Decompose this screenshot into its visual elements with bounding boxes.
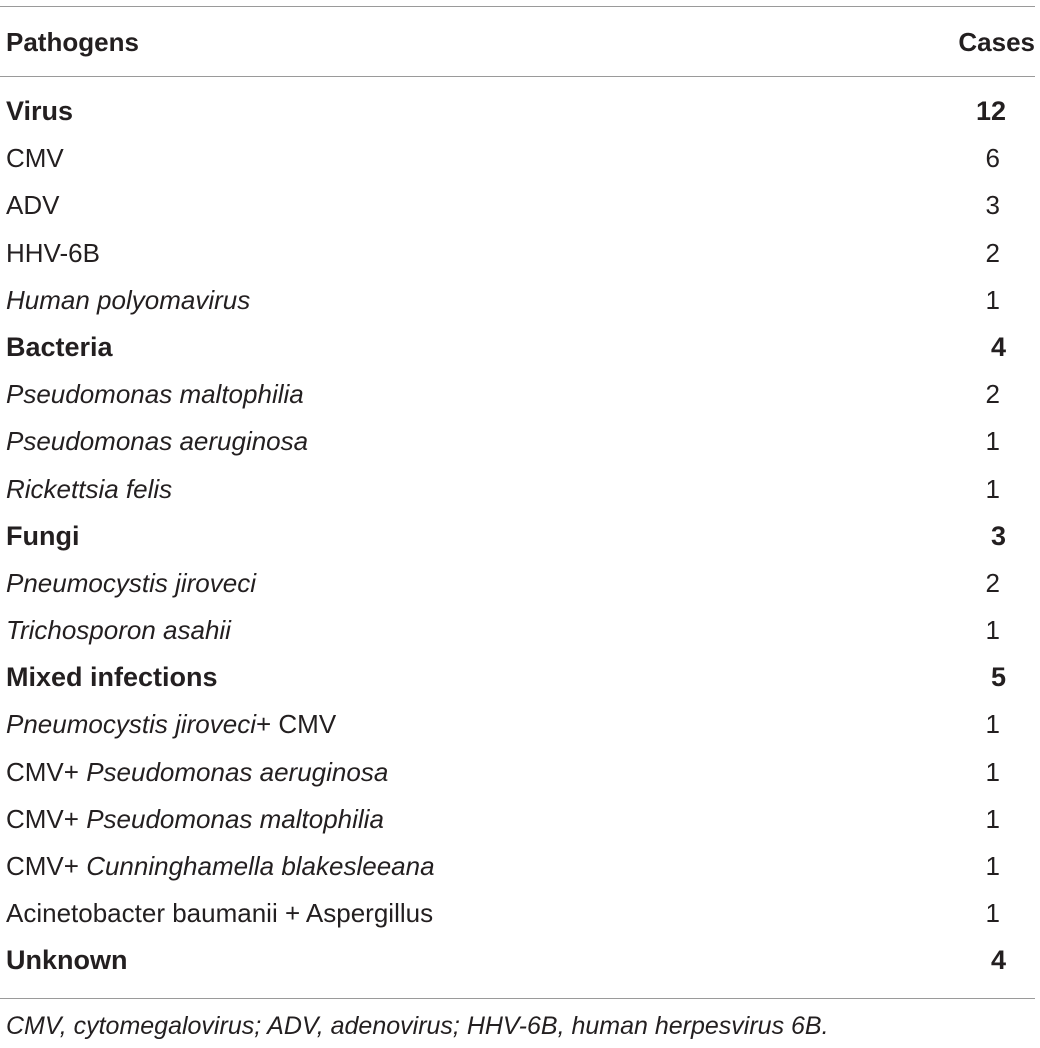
case-count: 4 (990, 331, 1006, 362)
case-count: 5 (990, 662, 1006, 693)
category-name (6, 937, 128, 984)
category-row (0, 513, 1035, 560)
table-row (0, 466, 1035, 513)
pathogen-name (6, 277, 250, 324)
case-count: 2 (985, 237, 1000, 268)
pathogen-name (6, 182, 59, 229)
category-name (6, 513, 79, 560)
table-top-rule (0, 6, 1035, 7)
category-row (0, 654, 1035, 701)
pathogen-name-part: Cunninghamella blakesleeana (86, 851, 435, 881)
category-name (6, 324, 113, 371)
case-count: 3 (985, 190, 1000, 221)
case-count: 1 (985, 851, 1000, 881)
category-row (0, 937, 1035, 984)
pathogen-name-part: Mixed infections (6, 662, 218, 693)
pathogen-name-part: Fungi (6, 520, 80, 551)
pathogen-name-part: Unknown (6, 945, 128, 976)
pathogen-name-part: CMV+ (6, 851, 87, 881)
case-count: 3 (990, 520, 1006, 551)
pathogen-name (6, 560, 256, 607)
table-header (0, 22, 1035, 62)
pathogen-name-part: Pneumocystis jiroveci (6, 567, 256, 598)
case-count: 12 (975, 96, 1006, 126)
pathogen-name (6, 890, 433, 937)
pathogen-name-part: Bacteria (6, 331, 113, 362)
case-count: 2 (985, 567, 1000, 598)
pathogen-name-part: + CMV (255, 709, 337, 740)
pathogen-name (6, 466, 172, 513)
column-header-pathogens: Pathogens (6, 27, 139, 57)
table-body (0, 88, 1035, 985)
table-row (0, 182, 1035, 229)
pathogen-name (6, 749, 388, 796)
pathogen-name-part: CMV+ (6, 803, 87, 834)
pathogen-name-part: CMV+ (6, 756, 87, 787)
case-count: 1 (985, 615, 1000, 646)
pathogen-name (6, 701, 336, 748)
case-count: 1 (985, 473, 1000, 504)
category-row (0, 88, 1035, 135)
pathogen-name-part: Pseudomonas maltophilia (86, 803, 384, 834)
pathogen-name (6, 230, 100, 277)
pathogen-name-part: ADV (6, 190, 60, 221)
table-row (0, 418, 1035, 465)
pathogen-name-part: Human polyomavirus (6, 284, 251, 315)
pathogen-name-part: Virus (6, 96, 74, 126)
case-count: 1 (985, 284, 1000, 315)
table-row (0, 230, 1035, 277)
pathogen-name-part: Pseudomonas maltophilia (6, 379, 304, 410)
table-row (0, 277, 1035, 324)
pathogen-name-part: HHV-6B (6, 237, 100, 268)
table-row (0, 135, 1035, 182)
table-bottom-rule (0, 998, 1035, 999)
pathogen-name-part: Pseudomonas aeruginosa (6, 426, 309, 457)
table-row (0, 371, 1035, 418)
case-count: 1 (985, 756, 1000, 787)
table-row (0, 701, 1035, 748)
table-header-rule (0, 76, 1035, 77)
table-row (0, 749, 1035, 796)
pathogen-name-part: Rickettsia felis (6, 473, 173, 504)
table-row (0, 796, 1035, 843)
table-row (0, 607, 1035, 654)
case-count: 1 (985, 709, 1000, 740)
category-row (0, 324, 1035, 371)
pathogen-name (6, 418, 308, 465)
case-count: 4 (990, 945, 1006, 976)
pathogen-name (6, 607, 231, 654)
pathogen-name-part: CMV (6, 143, 64, 174)
pathogen-name (6, 843, 435, 890)
pathogen-name-part: Pneumocystis jiroveci (6, 709, 256, 740)
case-count: 1 (985, 898, 1000, 929)
table-row (0, 890, 1035, 937)
column-header-cases: Cases (958, 27, 1035, 57)
case-count: 6 (985, 143, 1000, 174)
case-count: 1 (985, 426, 1000, 457)
case-count: 1 (985, 803, 1000, 834)
table-footnote: CMV, cytomegalovirus; ADV, adenovirus; HHV-6B, human herpesvirus 6B. (6, 1012, 829, 1040)
pathogen-name-part: Trichosporon asahii (6, 615, 231, 646)
category-name (6, 88, 73, 135)
pathogen-name (6, 371, 304, 418)
pathogen-name-part: Pseudomonas aeruginosa (86, 756, 389, 787)
table-row (0, 560, 1035, 607)
table-row (0, 843, 1035, 890)
pathogen-name (6, 796, 384, 843)
pathogen-name-part: Acinetobacter baumanii + Aspergillus (6, 898, 434, 929)
case-count: 2 (985, 379, 1000, 410)
pathogen-name (6, 135, 64, 182)
category-name (6, 654, 218, 701)
